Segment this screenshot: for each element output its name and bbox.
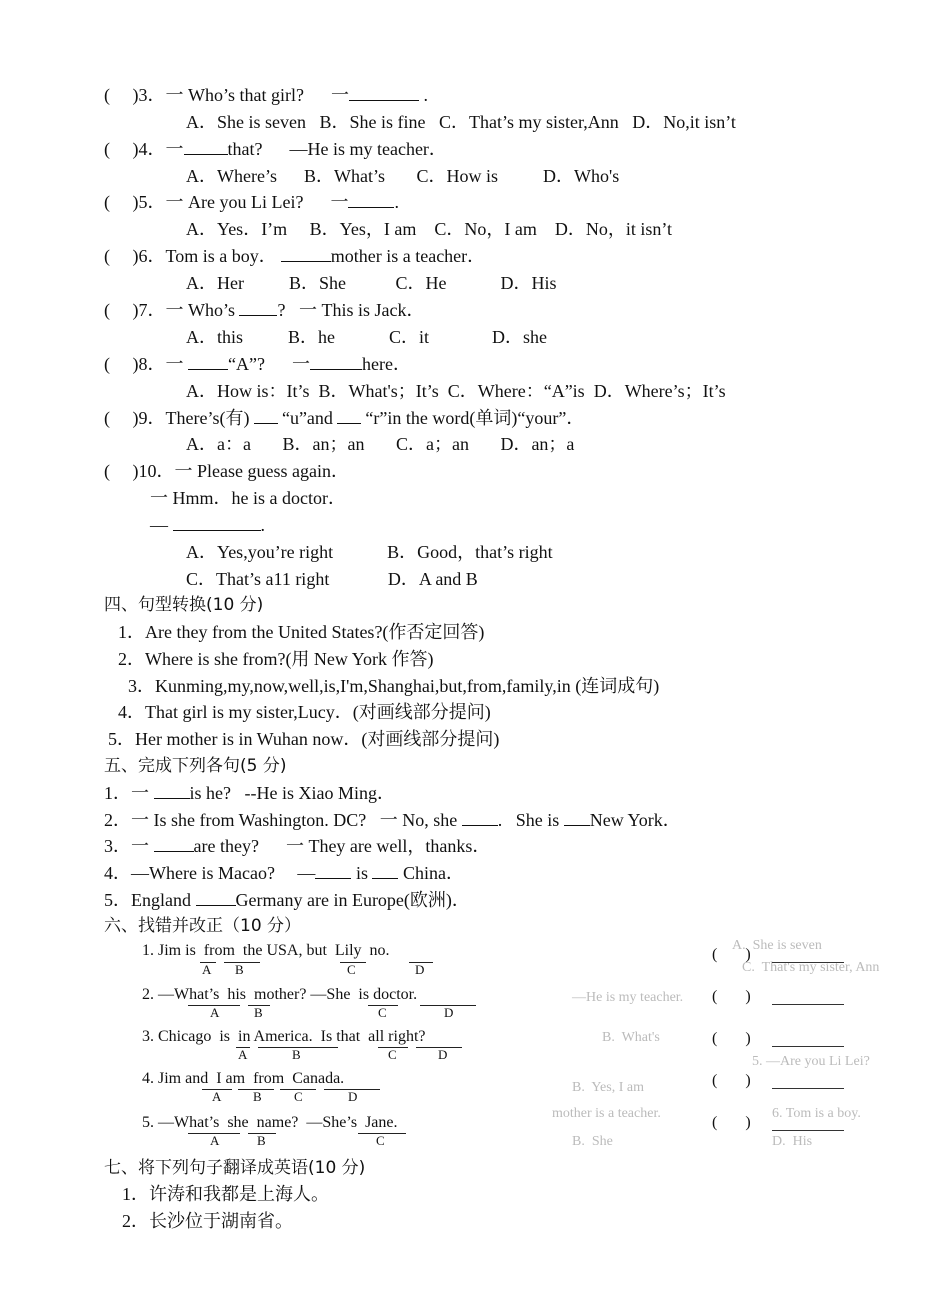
answer-paren-3: ( ) bbox=[712, 1030, 751, 1047]
part7-item-1: 1．许涛和我都是上海人。 bbox=[122, 1184, 329, 1204]
p5-2c: New York． bbox=[589, 810, 681, 830]
part5-item-3 bbox=[104, 835, 490, 857]
label-2a: A bbox=[210, 1005, 220, 1020]
question-6 bbox=[104, 245, 485, 267]
ghost-text-6: B. Yes, I am bbox=[572, 1080, 644, 1095]
label-3d: D bbox=[438, 1047, 448, 1062]
label-3a: A bbox=[238, 1047, 248, 1062]
ghost-text-1: A. She is seven bbox=[732, 938, 822, 953]
q3-options: A．She is seven B．She is fine C．That’s my sister,Ann D．No,it isn’t bbox=[186, 112, 736, 132]
q5-stem: ( )5．一 Are you Li Lei? 一 bbox=[104, 192, 349, 212]
q4-stem-a: ( )4．一 bbox=[104, 139, 184, 159]
ghost-text-8: mother is a teacher. bbox=[552, 1106, 661, 1121]
label-1d: D bbox=[415, 962, 425, 977]
label-1c: C bbox=[347, 962, 356, 977]
q6-options: A．Her B．She C．He D．His bbox=[186, 273, 557, 293]
question-10: ( )10．一 Please guess again． bbox=[104, 461, 349, 481]
part5-item-2 bbox=[104, 809, 681, 831]
p5-1-blank bbox=[154, 782, 190, 799]
q3-after: . bbox=[418, 85, 428, 105]
p5-3a: 3．一 bbox=[104, 836, 154, 856]
q8-stem-c: here． bbox=[361, 354, 411, 374]
answer-line-2[interactable] bbox=[772, 1004, 844, 1005]
part5-item-5 bbox=[104, 889, 470, 911]
answer-line-1[interactable] bbox=[772, 962, 844, 963]
q7-stem-b: ? 一 This is Jack． bbox=[277, 300, 425, 320]
error-item-4: 4. Jim and I am from Canada. bbox=[142, 1070, 345, 1087]
p5-1a: 1．一 bbox=[104, 783, 154, 803]
p5-3-blank bbox=[154, 835, 194, 852]
p5-4a: 4．—Where is Macao? — bbox=[104, 863, 316, 883]
q10-blank bbox=[173, 514, 261, 531]
q10-options-1: A．Yes,you’re right B．Good，that’s right bbox=[186, 542, 553, 562]
p5-1b: is he? --He is Xiao Ming． bbox=[189, 783, 395, 803]
label-2b: B bbox=[254, 1005, 263, 1020]
q9-stem-a: ( )9．There’s(有) bbox=[104, 408, 254, 428]
q9-blank-2 bbox=[337, 407, 361, 424]
p5-4-blank-1 bbox=[315, 862, 351, 879]
part4-item-1: 1．Are they from the United States?(作否定回答) bbox=[118, 622, 485, 642]
q8-stem-a: ( )8．一 bbox=[104, 354, 188, 374]
part4-item-2: 2．Where is she from?(用 New York 作答) bbox=[118, 649, 434, 669]
ghost-text-2: C. That's my sister, Ann bbox=[742, 960, 880, 975]
label-4a: A bbox=[212, 1089, 222, 1104]
q6-stem-a: ( )6．Tom is a boy． bbox=[104, 246, 277, 266]
section-6-heading: 六、找错并改正（10 分） bbox=[104, 916, 302, 936]
q10-line2: 一 Hmm．he is a doctor． bbox=[150, 488, 346, 508]
label-2c: C bbox=[378, 1005, 387, 1020]
ghost-text-4: B. What's bbox=[602, 1030, 660, 1045]
part5-item-1 bbox=[104, 782, 395, 804]
question-4 bbox=[104, 138, 447, 160]
q10-options-2: C．That’s a11 right D．A and B bbox=[186, 569, 478, 589]
part4-item-5: 5．Her mother is in Wuhan now．(对画线部分提问) bbox=[108, 729, 500, 749]
label-4c: C bbox=[294, 1089, 303, 1104]
label-3c: C bbox=[388, 1047, 397, 1062]
error-item-2: 2. —What’s his mother? —She is doctor. bbox=[142, 986, 418, 1003]
q5-after: . bbox=[394, 192, 399, 212]
q8-blank-1 bbox=[188, 353, 228, 370]
p5-3b: are they? 一 They are well，thanks． bbox=[193, 836, 491, 856]
answer-paren-5: ( ) bbox=[712, 1114, 751, 1131]
part7-item-2: 2．长沙位于湖南省。 bbox=[122, 1211, 293, 1231]
answer-line-3[interactable] bbox=[772, 1046, 844, 1047]
q5-options: A．Yes．I’m B．Yes，I am C．No，I am D．No，it isn’t bbox=[186, 219, 673, 239]
answer-paren-2: ( ) bbox=[712, 988, 751, 1005]
q6-stem-b: mother is a teacher． bbox=[330, 246, 486, 266]
answer-paren-4: ( ) bbox=[712, 1072, 751, 1089]
q9-options: A．a：a B．an；an C．a；an D．an；a bbox=[186, 434, 575, 454]
q6-blank bbox=[281, 245, 331, 262]
q9-stem-c: “r”in the word(单词)“your”． bbox=[365, 408, 585, 428]
question-3 bbox=[104, 84, 428, 106]
p5-5-blank bbox=[196, 889, 236, 906]
label-3b: B bbox=[292, 1047, 301, 1062]
question-8 bbox=[104, 353, 411, 375]
question-7 bbox=[104, 299, 424, 321]
section-7-heading: 七、将下列句子翻译成英语(10 分) bbox=[104, 1158, 366, 1178]
p5-5b: Germany are in Europe(欧洲)． bbox=[235, 890, 470, 910]
q10-after: . bbox=[260, 515, 265, 535]
ghost-text-3: —He is my teacher. bbox=[572, 990, 684, 1005]
p5-4b: is bbox=[351, 863, 373, 883]
error-item-5: 5. —What’s she name? —She’s Jane. bbox=[142, 1114, 398, 1131]
p5-2-blank-2 bbox=[564, 809, 590, 826]
answer-paren-1: ( ) bbox=[712, 946, 751, 963]
label-5a: A bbox=[210, 1133, 220, 1148]
ghost-text-9: B. She bbox=[572, 1134, 613, 1149]
p5-2b: . She is bbox=[497, 810, 564, 830]
label-4b: B bbox=[253, 1089, 262, 1104]
q9-blank-1 bbox=[254, 407, 278, 424]
ghost-text-5: 5. —Are you Li Lei? bbox=[752, 1054, 870, 1069]
p5-4-blank-2 bbox=[372, 862, 398, 879]
p5-4c: China． bbox=[398, 863, 464, 883]
q3-blank bbox=[349, 84, 419, 101]
p5-2a: 2．一 Is she from Washington. DC? 一 No, she bbox=[104, 810, 462, 830]
q8-stem-b: “A”? 一 bbox=[228, 354, 310, 374]
q7-options: A．this B．he C．it D．she bbox=[186, 327, 548, 347]
q4-options: A．Where’s B．What’s C．How is D．Who's bbox=[186, 166, 620, 186]
label-4d: D bbox=[348, 1089, 358, 1104]
error-item-3: 3. Chicago is in America. Is that all right? bbox=[142, 1028, 426, 1045]
q8-options: A．How is：It’s B．What's；It’s C．Where：“A”is D．Where’s；It’s bbox=[186, 381, 726, 401]
label-2d: D bbox=[444, 1005, 454, 1020]
q8-blank-2 bbox=[310, 353, 362, 370]
question-9 bbox=[104, 407, 584, 429]
answer-line-4[interactable] bbox=[772, 1088, 844, 1089]
label-5b: B bbox=[257, 1133, 266, 1148]
section-5-heading: 五、完成下列各句(5 分) bbox=[104, 756, 287, 776]
q4-blank bbox=[184, 138, 228, 155]
ghost-text-7: 6. Tom is a boy. bbox=[772, 1106, 861, 1121]
p5-5a: 5．England bbox=[104, 890, 196, 910]
q3-stem: ( )3．一 Who’s that girl? 一 bbox=[104, 85, 349, 105]
q10-dash: — bbox=[150, 515, 173, 535]
q7-stem-a: ( )7．一 Who’s bbox=[104, 300, 240, 320]
q5-blank bbox=[348, 191, 394, 208]
answer-line-5[interactable] bbox=[772, 1130, 844, 1131]
error-item-1: 1. Jim is from the USA, but Lily no. bbox=[142, 942, 390, 959]
part4-item-4: 4．That girl is my sister,Lucy．(对画线部分提问) bbox=[118, 702, 491, 722]
question-5 bbox=[104, 191, 399, 213]
q10-line3 bbox=[150, 514, 265, 536]
section-4-heading: 四、句型转换(10 分) bbox=[104, 595, 264, 615]
part5-item-4 bbox=[104, 862, 464, 884]
q9-stem-b: “u”and bbox=[281, 408, 338, 428]
part4-item-3: 3．Kunming,my,now,well,is,I'm,Shanghai,but,from,family,in (连词成句) bbox=[128, 676, 660, 696]
label-1a: A bbox=[202, 962, 212, 977]
p5-2-blank-1 bbox=[462, 809, 498, 826]
label-1b: B bbox=[235, 962, 244, 977]
ghost-text-10: D. His bbox=[772, 1134, 813, 1149]
q4-stem-b: that? —He is my teacher． bbox=[227, 139, 447, 159]
label-5c: C bbox=[376, 1133, 385, 1148]
q7-blank bbox=[239, 299, 277, 316]
error-correction-scan bbox=[132, 938, 880, 1150]
